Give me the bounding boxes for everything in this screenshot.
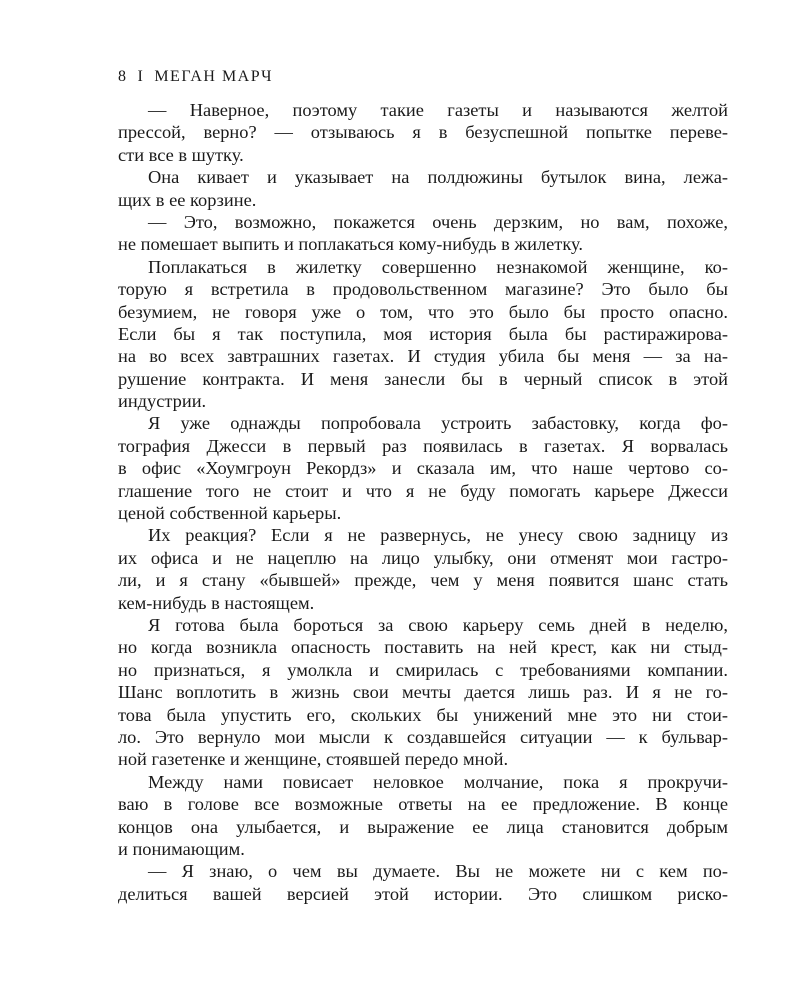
text-line: но когда возникла опасность поставить на ней крест, как ни стыд- [118, 637, 728, 658]
text-line: кем-нибудь в настоящем. [118, 592, 315, 613]
text-line: и понимающим. [118, 838, 245, 859]
text-line: не помешает выпить и поплакаться кому-нибудь в жилетку. [118, 234, 583, 255]
author-name: МЕГАН МАРЧ [154, 68, 274, 85]
text-line: това была упустить его, скольких бы унижений мне это ни стои- [118, 704, 728, 725]
text-line: Я уже однажды попробовала устроить забастовку, когда фо- [148, 413, 728, 434]
paragraph [118, 412, 728, 524]
text-line: ли, и я стану «бывшей» прежде, чем у меня появится шанс стать [118, 570, 728, 591]
text-line: — Я знаю, о чем вы думаете. Вы не можете ни с кем по- [148, 861, 728, 882]
text-line: ной газетенке и женщине, стоявшей передо мной. [118, 749, 509, 770]
paragraph [118, 771, 728, 861]
header-separator: I [137, 68, 145, 85]
text-line: ваю в голове все возможные ответы на ее предложение. В конце [118, 794, 728, 815]
text-line: безумием, не говоря уже о том, что это было бы просто опасно. [118, 301, 728, 322]
paragraph [118, 99, 728, 166]
paragraph [118, 211, 728, 256]
text-line: — Это, возможно, покажется очень дерзким, но вам, похоже, [148, 211, 728, 232]
text-line: в офис «Хоумгроун Рекордз» и сказала им, что наше чертово со- [118, 458, 728, 479]
paragraph [118, 524, 728, 614]
text-line: Поплакаться в жилетку совершенно незнакомой женщине, ко- [148, 256, 728, 277]
body-text [118, 99, 728, 905]
text-line: Между нами повисает неловкое молчание, пока я прокручи- [148, 771, 728, 792]
text-line: их офиса и не нацеплю на лицо улыбку, они отменят мои гастро- [118, 547, 728, 568]
text-line: прессой, верно? — отзываюсь я в безуспешной попытке переве- [118, 122, 728, 143]
text-line: рушение контракта. И меня занесли бы в черный список в этой [118, 368, 728, 389]
text-line: Она кивает и указывает на полдюжины бутылок вина, лежа- [148, 167, 728, 188]
text-line: делиться вашей версией этой истории. Это слишком риско- [118, 883, 728, 904]
paragraph [118, 860, 728, 905]
text-line: Если бы я так поступила, моя история была бы растиражирова- [118, 323, 728, 344]
text-line: Шанс воплотить в жизнь свои мечты дается лишь раз. И я не го- [118, 682, 728, 703]
text-line: но признаться, я умолкла и смирилась с требованиями компании. [118, 659, 728, 680]
running-head [118, 68, 273, 86]
paragraph [118, 166, 728, 211]
page-number: 8 [118, 68, 128, 85]
text-line: сти все в шутку. [118, 144, 244, 165]
text-line: ло. Это вернуло мои мысли к создавшейся ситуации — к бульвар- [118, 726, 728, 747]
text-line: на во всех завтрашних газетах. И студия убила бы меня — за на- [118, 346, 728, 367]
text-line: Я готова была бороться за свою карьеру семь дней в неделю, [148, 614, 728, 635]
text-line: ценой собственной карьеры. [118, 503, 342, 524]
text-line: торую я встретила в продовольственном магазине? Это было бы [118, 279, 728, 300]
text-line: индустрии. [118, 391, 207, 412]
paragraph [118, 614, 728, 771]
paragraph [118, 256, 728, 413]
text-line: глашение того не стоит и что я не буду помогать карьере Джесси [118, 480, 728, 501]
text-line: щих в ее корзине. [118, 189, 257, 210]
text-line: тография Джесси в первый раз появилась в газетах. Я ворвалась [118, 435, 728, 456]
text-line: концов она улыбается, и выражение ее лица становится добрым [118, 816, 728, 837]
text-line: Их реакция? Если я не развернусь, не унесу свою задницу из [148, 525, 728, 546]
text-line: — Наверное, поэтому такие газеты и называются желтой [148, 100, 728, 120]
